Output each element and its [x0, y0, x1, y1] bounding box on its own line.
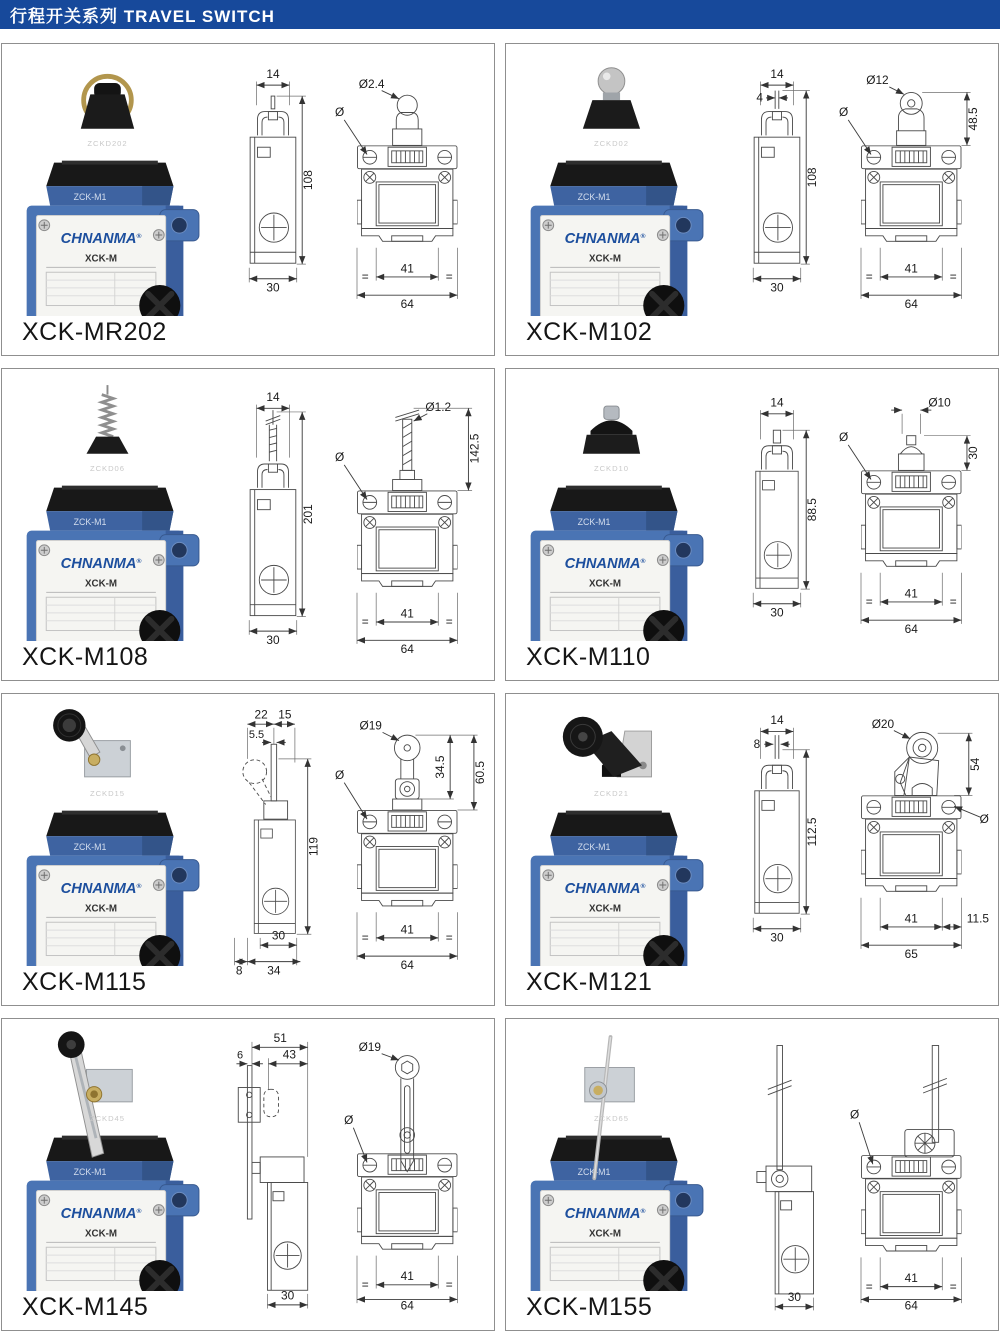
dim-label: 41 [904, 911, 918, 926]
dim-label: 43 [282, 1047, 297, 1062]
side-view [753, 713, 819, 944]
dim-label: 41 [400, 1269, 414, 1284]
product-grid [1, 43, 999, 1331]
head-label: ZCKD45 [89, 1113, 125, 1123]
dim-label: 30 [280, 1288, 295, 1303]
drawing-xck-m155 [724, 1022, 998, 1322]
product-photo [506, 694, 724, 1005]
dim-label: 64 [904, 296, 918, 311]
dim-label: 41 [904, 261, 918, 276]
head-label: ZCKD202 [87, 138, 128, 148]
page-title: 行程开关系列 TRAVEL SWITCH [10, 7, 275, 26]
equal-mark: = [361, 930, 369, 945]
model-label: XCK-M108 [22, 643, 149, 671]
product-photo [506, 44, 724, 355]
dim-label: 112.5 [805, 817, 820, 847]
dim-label: Ø19 [359, 718, 382, 733]
dim-label: 64 [904, 1298, 918, 1313]
dim-label: 11.5 [966, 911, 990, 926]
head-label: ZCKD21 [593, 788, 629, 798]
product-cell-xck-m110 [505, 368, 999, 681]
product-photo [2, 1019, 220, 1330]
equal-mark: = [445, 614, 453, 629]
dim-label: 108 [301, 170, 316, 191]
dim-label: 64 [400, 296, 414, 311]
model-label: XCK-M121 [526, 968, 653, 996]
side-view [753, 395, 819, 619]
equal-mark: = [949, 594, 957, 609]
dim-label: 14 [770, 395, 784, 410]
dim-label: 65 [904, 946, 918, 961]
drawing-xck-m121 [724, 697, 998, 997]
equal-mark: = [865, 1279, 873, 1294]
photo-xck-m145 [14, 1031, 200, 1291]
equal-mark: = [361, 614, 369, 629]
roller-ball-actuator [598, 68, 625, 95]
head-label: ZCKD06 [89, 463, 125, 473]
product-cell-xck-m102 [505, 43, 999, 356]
dim-label: Ø19 [358, 1039, 381, 1054]
dim-label: 8 [753, 736, 761, 751]
equal-mark: = [445, 269, 453, 284]
product-cell-xck-m108 [1, 368, 495, 681]
equal-mark: = [949, 269, 957, 284]
dim-label: 88.5 [805, 498, 820, 522]
side-view [757, 1046, 814, 1311]
product-photo [506, 369, 724, 680]
product-cell-xck-m145 [1, 1018, 495, 1331]
head-label: ZCKD15 [89, 788, 125, 798]
dim-label: 142.5 [467, 433, 482, 464]
drawing-xck-m102 [724, 47, 998, 347]
dim-label: 41 [400, 922, 414, 937]
front-view [839, 73, 980, 311]
dim-label: 30 [266, 632, 280, 647]
dim-label: 22 [254, 707, 268, 722]
drawing-xck-m145 [220, 1022, 494, 1322]
product-cell-xck-m121 [505, 693, 999, 1006]
front-view [344, 1040, 457, 1312]
dim-label: Ø10 [928, 395, 951, 410]
front-view [839, 395, 980, 636]
head-label: ZCKD10 [593, 463, 629, 473]
dim-label: Ø2.4 [358, 76, 385, 91]
pin-plunger-actuator [604, 406, 619, 419]
dim-label: 14 [266, 389, 280, 404]
equal-mark: = [361, 1277, 369, 1292]
dim-label: Ø [839, 105, 849, 120]
model-label: XCK-M155 [526, 1293, 653, 1321]
product-cell-xck-m115 [1, 693, 495, 1006]
dim-label: 119 [306, 837, 321, 856]
front-view [861, 717, 989, 961]
photo-xck-m102 [518, 56, 704, 316]
model-label: XCK-M115 [22, 968, 147, 996]
dim-label: 14 [770, 66, 784, 81]
dim-label: 6 [237, 1049, 244, 1062]
dim-label: 64 [400, 957, 414, 972]
dim-label: 54 [967, 757, 982, 771]
dim-label: 41 [400, 606, 414, 621]
dim-label: 30 [271, 928, 286, 943]
product-photo [2, 694, 220, 1005]
dim-label: Ø [335, 767, 345, 782]
side-view [236, 1031, 307, 1309]
front-view [335, 400, 481, 656]
dim-label: 5.5 [248, 728, 265, 741]
dim-label: 30 [787, 1290, 801, 1305]
product-cell-xck-mr202 [1, 43, 495, 356]
dim-label: 34 [267, 963, 281, 978]
dim-label: Ø [344, 1113, 354, 1128]
equal-mark: = [445, 1277, 453, 1292]
dim-label: 201 [301, 504, 316, 525]
photo-xck-m155 [518, 1031, 704, 1291]
equal-mark: = [445, 930, 453, 945]
product-photo [2, 369, 220, 680]
equal-mark: = [865, 269, 873, 284]
dim-label: 14 [770, 713, 784, 728]
equal-mark: = [361, 269, 369, 284]
dim-label: 15 [278, 707, 292, 722]
dim-label: Ø [839, 430, 849, 445]
photo-xck-m108 [14, 381, 200, 641]
dim-label: 64 [400, 642, 414, 657]
photo-xck-m115 [14, 706, 200, 966]
equal-mark: = [949, 1279, 957, 1294]
dim-label: 14 [266, 66, 280, 81]
dim-label: 64 [904, 621, 918, 636]
dim-label: Ø [335, 105, 345, 120]
dim-label: 30 [770, 280, 784, 295]
dim-label: 30 [770, 605, 784, 620]
dim-label: Ø12 [866, 73, 889, 88]
front-view [335, 77, 457, 311]
photo-xck-m110 [518, 381, 704, 641]
dim-label: 41 [904, 1271, 918, 1286]
dim-label: Ø [335, 450, 345, 465]
drawing-xck-m110 [724, 372, 998, 672]
dim-label: 41 [904, 586, 918, 601]
model-label: XCK-MR202 [22, 318, 167, 346]
front-view [335, 719, 487, 972]
front-view [850, 1046, 961, 1313]
drawing-xck-m108 [220, 372, 494, 672]
dim-label: Ø20 [871, 716, 895, 731]
dim-label: 8 [235, 963, 243, 978]
product-photo [506, 1019, 724, 1330]
drawing-xck-mr202 [220, 47, 494, 347]
product-photo [2, 44, 220, 355]
head-label: ZCKD65 [593, 1113, 629, 1123]
dim-label: 34.5 [432, 755, 447, 779]
model-label: XCK-M102 [526, 318, 653, 346]
dim-label: 108 [805, 167, 820, 188]
dim-label: 60.5 [472, 761, 487, 785]
model-label: XCK-M145 [22, 1293, 149, 1321]
side-view [753, 67, 819, 295]
dim-label: 4 [756, 90, 763, 105]
side-view [249, 390, 315, 647]
dim-label: 48.5 [965, 107, 980, 131]
photo-xck-mr202 [14, 56, 200, 316]
dim-label: 30 [770, 930, 784, 945]
dim-label: 30 [266, 280, 280, 295]
photo-xck-m121 [518, 706, 704, 966]
dim-label: Ø [849, 1107, 860, 1122]
dim-label: 51 [273, 1030, 287, 1045]
dim-label: Ø1.2 [425, 400, 452, 415]
product-cell-xck-m155 [505, 1018, 999, 1331]
dim-label: 64 [400, 1298, 414, 1313]
model-label: XCK-M110 [526, 643, 651, 671]
side-view [249, 67, 315, 295]
side-view [235, 708, 321, 978]
equal-mark: = [865, 594, 873, 609]
drawing-xck-m115 [220, 697, 494, 997]
dim-label: 41 [400, 261, 414, 276]
dim-label: 30 [965, 446, 980, 460]
page-header [0, 0, 1000, 29]
head-label: ZCKD02 [593, 138, 629, 148]
dim-label: Ø [979, 811, 989, 826]
